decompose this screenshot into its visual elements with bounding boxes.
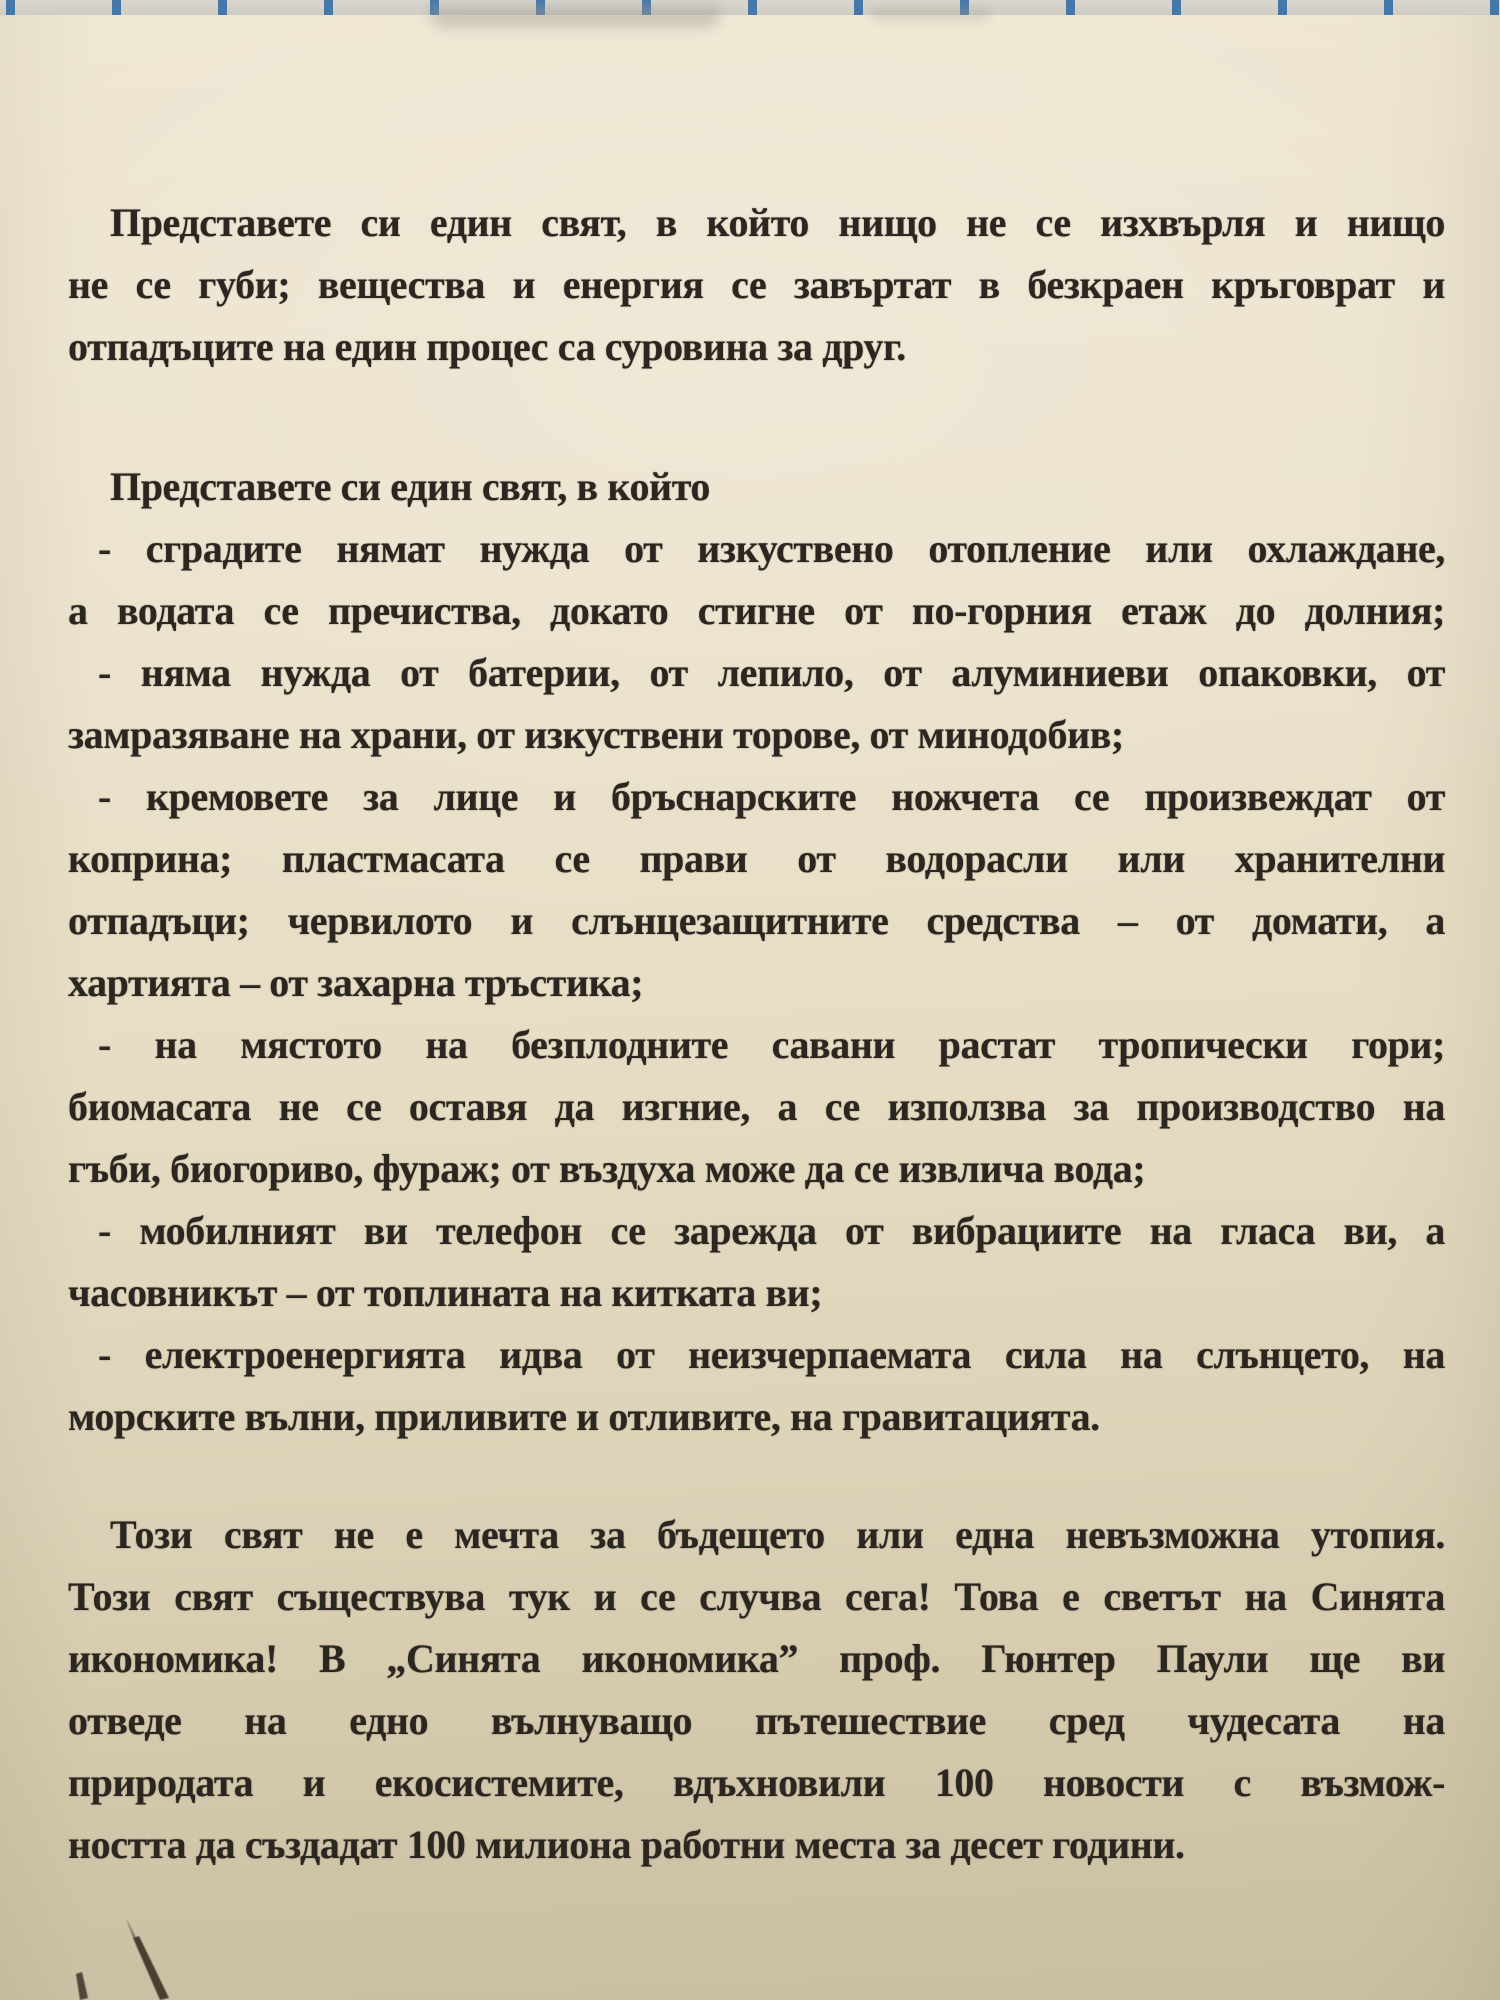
text-line: замразяване на храни, от изкуствени торове, от минодобив; <box>68 712 1124 757</box>
grass-blade-tip <box>126 1918 136 1938</box>
ruler-shadow-smudge <box>430 6 720 28</box>
text-line: коприна; пластмасата се прави от водорасли или хранителни <box>68 836 1445 881</box>
text-line: икономика! В „Синята икономика” проф. Гюнтер Паули ще ви <box>68 1636 1445 1681</box>
text-line: Представете си един свят, в който <box>110 464 711 509</box>
text-line: хартията – от захарна тръстика; <box>68 960 644 1005</box>
ruler-edge-strip <box>0 0 1500 15</box>
closing-paragraph <box>68 1504 1445 1876</box>
text-line: ността да създадат 100 милиона работни места за десет години. <box>68 1822 1185 1867</box>
bullet-item <box>68 766 1445 1014</box>
grass-blade-short <box>76 1972 88 2000</box>
bullet-item <box>68 642 1445 766</box>
list-intro-paragraph <box>68 456 1445 518</box>
text-line: гъби, биогориво, фураж; от въздуха може да се извлича вода; <box>68 1146 1146 1191</box>
text-line: биомасата не се оставя да изгние, а се използва за производство на <box>68 1084 1445 1129</box>
text-line: не се губи; вещества и енергия се завъртат в безкраен кръговрат и <box>68 262 1445 307</box>
text-line: а водата се пречиства, докато стигне от по-горния етаж до долния; <box>68 588 1445 633</box>
grass-stroke-marks-icon <box>30 1912 200 2000</box>
text-line: - сградите нямат нужда от изкуствено отопление или охлаждане, <box>98 526 1445 571</box>
text-line: - мобилният ви телефон се зарежда от вибрациите на гласа ви, а <box>98 1208 1445 1253</box>
text-line: - електроенергията идва от неизчерпаемата сила на слънцето, на <box>98 1332 1445 1377</box>
text-line: отпадъци; червилото и слънцезащитните средства – от домати, а <box>68 898 1445 943</box>
lead-paragraph <box>68 192 1445 378</box>
text-line: природата и екосистемите, вдъхновили 100 новости с възмож- <box>68 1760 1445 1805</box>
bullet-item <box>68 1200 1445 1324</box>
text-line: морските вълни, приливите и отливите, на гравитацията. <box>68 1394 1100 1439</box>
text-line: часовникът – от топлината на китката ви; <box>68 1270 823 1315</box>
bullet-item <box>68 1014 1445 1200</box>
bullet-item <box>68 518 1445 642</box>
ruler-shadow-smudge-small <box>870 8 990 20</box>
text-line: Представете си един свят, в който нищо не се изхвърля и нищо <box>110 200 1445 245</box>
text-line: Този свят съществува тук и се случва сега! Това е светът на Синята <box>68 1574 1445 1619</box>
text-line: - кремовете за лице и бръснарските ножчета се произвеждат от <box>98 774 1445 819</box>
text-line: Този свят не е мечта за бъдещето или една невъзможна утопия. <box>110 1512 1445 1557</box>
text-line: - няма нужда от батерии, от лепило, от алуминиеви опаковки, от <box>98 650 1445 695</box>
page-text-block <box>68 192 1445 1876</box>
text-line: отпадъците на един процес са суровина за друг. <box>68 324 906 369</box>
text-line: отведе на едно вълнуващо пътешествие сред чудесата на <box>68 1698 1445 1743</box>
bullet-item <box>68 1324 1445 1448</box>
grass-blade-long <box>133 1936 169 2000</box>
text-line: - на мястото на безплодните савани растат тропически гори; <box>98 1022 1445 1067</box>
